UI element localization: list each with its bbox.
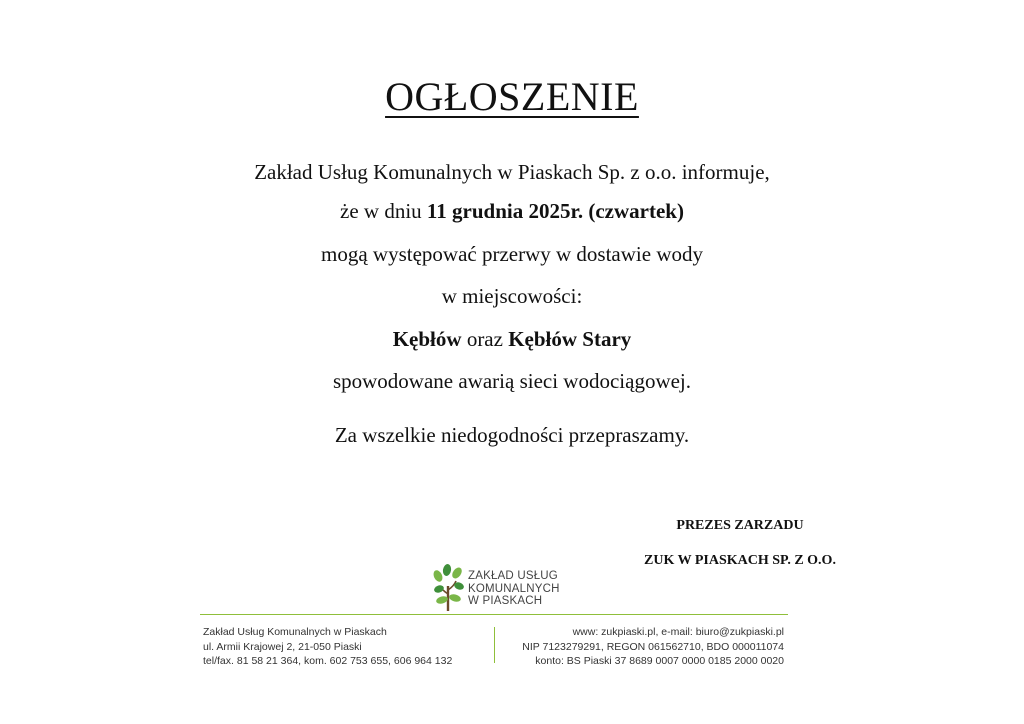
company-logo (432, 563, 592, 613)
logo-line-2: KOMUNALNYCH (468, 582, 560, 595)
footer-divider (494, 627, 495, 663)
announcement-line-4: w miejscowości: (441, 284, 583, 308)
footer-registry: NIP 7123279291, REGON 061562710, BDO 000011074 (522, 640, 784, 653)
footer-contact (500, 625, 784, 669)
date-prefix: że w dniu (340, 199, 427, 223)
locality-2: Kębłów Stary (508, 327, 632, 351)
announcement-title: OGŁOSZENIE (385, 74, 639, 119)
logo-line-3: W PIASKACH (468, 595, 543, 607)
announcement-line-2 (0, 198, 1024, 224)
footer-address (203, 625, 452, 669)
signature-org: ZUK W PIASKACH SP. Z O.O. (644, 553, 836, 568)
logo-wordmark (468, 570, 560, 608)
announcement-line-6: spowodowane awarią sieci wodociągowej. (332, 369, 692, 393)
footer-street: ul. Armii Krajowej 2, 21-050 Piaski (203, 640, 362, 653)
footer-phone: tel/fax. 81 58 21 364, kom. 602 753 655, 606 964 132 (203, 655, 453, 667)
announcement-line-7: Za wszelkie niedogodności przepraszamy. (334, 423, 690, 447)
announcement-line-1: Zakład Usług Komunalnych w Piaskach Sp. z o.o. informuje, (254, 160, 770, 184)
announcement-line-5 (0, 326, 1024, 352)
footer-web-email: www: zukpiaski.pl, e-mail: biuro@zukpiaski.pl (572, 626, 784, 638)
sprout-icon (432, 564, 466, 612)
footer-company-name: Zakład Usług Komunalnych w Piaskach (203, 626, 387, 638)
announcement-line-3: mogą występować przerwy w dostawie wody (321, 242, 703, 266)
locality-1: Kębłów (392, 327, 462, 351)
outage-date: 11 grudnia 2025r. (czwartek) (426, 199, 684, 223)
logo-line-1: ZAKŁAD USŁUG (468, 570, 558, 582)
signature-role: PREZES ZARZADU (676, 518, 804, 533)
footer-bank-account: konto: BS Piaski 37 8689 0007 0000 0185 2000 0020 (535, 655, 784, 667)
locality-conjunction: oraz (461, 327, 509, 351)
footer-rule (200, 614, 788, 615)
